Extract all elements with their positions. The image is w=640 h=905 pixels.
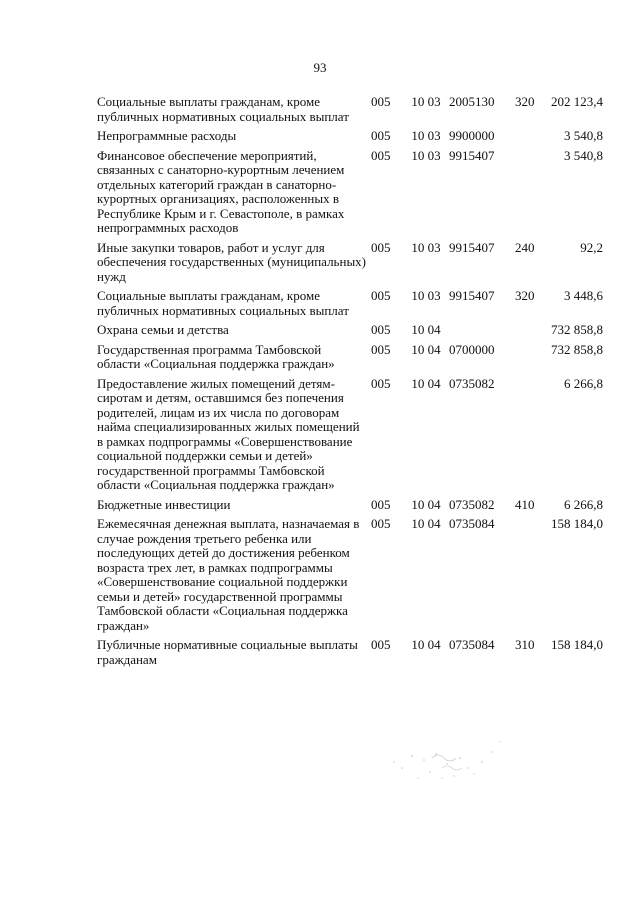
cell-section: 10 03 <box>411 288 441 303</box>
cell-name: Ежемесячная денежная выплата, назначаемая в случае рождения третьего ребенка или последующих детей до достижения ребенком возраста трех лет, в рамках подпрограммы «Совершенствование социальной поддержки семьи и детей» государственной программы Тамбовской области «Социальная поддержка граждан» <box>97 516 360 633</box>
budget-table <box>97 95 603 672</box>
cell-name: Иные закупки товаров, работ и услуг для обеспечения государственных (муниципальных) нужд <box>97 239 367 284</box>
cell-section: 10 04 <box>411 322 441 337</box>
cell-ministry: 005 <box>371 375 391 391</box>
table-row <box>97 95 603 129</box>
cell-name: Государственная программа Тамбовской области «Социальная поддержка граждан» <box>97 341 335 371</box>
cell-vr <box>515 129 549 149</box>
cell-vr <box>515 149 549 241</box>
cell-section: 10 04 <box>411 516 441 531</box>
cell-ministry: 005 <box>371 496 391 512</box>
cell-vr <box>515 343 549 377</box>
cell-target: 0735084 <box>449 637 495 652</box>
cell-ministry: 005 <box>371 94 391 109</box>
cell-name: Социальные выплаты гражданам, кроме публичных нормативных социальных выплат <box>97 288 349 318</box>
cell-sum: 3 448,6 <box>564 288 603 303</box>
cell-section: 10 04 <box>411 341 441 357</box>
cell-vr <box>515 323 549 343</box>
budget-table-body <box>97 95 603 672</box>
cell-sum: 6 266,8 <box>564 375 603 391</box>
cell-section: 10 04 <box>411 496 441 512</box>
table-row <box>97 241 603 290</box>
cell-sum: 732 858,8 <box>551 322 603 337</box>
cell-ministry: 005 <box>371 341 391 357</box>
cell-name: Охрана семьи и детства <box>97 322 229 337</box>
cell-section: 10 03 <box>411 239 441 255</box>
cell-vr <box>515 377 549 498</box>
cell-sum: 158 184,0 <box>551 637 603 652</box>
cell-sum: 732 858,8 <box>551 341 603 357</box>
cell-target: 9915407 <box>449 288 495 303</box>
cell-target: 9915407 <box>449 147 495 163</box>
cell-vr <box>515 517 549 638</box>
cell-name: Финансовое обеспечение мероприятий, связанных с санаторно-курортным лечением отдельных категорий граждан в санаторно-курортных организациях, расположенных в Республике Крым и г. Севастополе, в рамках непрограммных расходов <box>97 147 345 235</box>
cell-target: 0735082 <box>449 496 495 512</box>
cell-target: 9915407 <box>449 239 495 255</box>
cell-section: 10 03 <box>411 128 441 143</box>
cell-ministry: 005 <box>371 147 391 163</box>
table-row <box>97 377 603 498</box>
page-number: 93 <box>313 60 327 75</box>
table-row <box>97 323 603 343</box>
cell-ministry: 005 <box>371 128 391 143</box>
cell-vr: 240 <box>515 239 535 255</box>
cell-ministry: 005 <box>371 322 391 337</box>
cell-target: 9900000 <box>449 128 495 143</box>
table-row <box>97 517 603 638</box>
table-row <box>97 129 603 149</box>
table-row <box>97 498 603 518</box>
cell-sum: 3 540,8 <box>564 147 603 163</box>
cell-ministry: 005 <box>371 637 391 652</box>
cell-name: Публичные нормативные социальные выплаты гражданам <box>97 637 358 667</box>
cell-sum: 6 266,8 <box>564 496 603 512</box>
table-row <box>97 638 603 672</box>
cell-target: 2005130 <box>449 94 495 109</box>
cell-ministry: 005 <box>371 239 391 255</box>
table-row <box>97 149 603 241</box>
cell-vr: 320 <box>515 288 535 303</box>
cell-sum: 158 184,0 <box>551 516 603 531</box>
cell-section: 10 03 <box>411 94 441 109</box>
cell-sum: 202 123,4 <box>551 94 603 109</box>
cell-name: Непрограммные расходы <box>97 128 237 143</box>
cell-ministry: 005 <box>371 516 391 531</box>
cell-target <box>449 323 515 343</box>
cell-section: 10 04 <box>411 637 441 652</box>
cell-sum: 3 540,8 <box>564 128 603 143</box>
cell-target: 0735082 <box>449 375 495 391</box>
stamp-mark <box>372 738 522 786</box>
cell-name: Предоставление жилых помещений детям-сиротам и детям, оставшимся без попечения родителей, лицам из их числа по договорам найма специализированных жилых помещений в рамках подпрограммы «Совершенствование социальной поддержки семьи и детей» государственной программы Тамбовской области «Социальная поддержка граждан» <box>97 375 360 492</box>
cell-vr: 310 <box>515 637 535 652</box>
cell-name: Бюджетные инвестиции <box>97 496 231 512</box>
table-row <box>97 289 603 323</box>
cell-target: 0700000 <box>449 341 495 357</box>
cell-section: 10 03 <box>411 147 441 163</box>
cell-section: 10 04 <box>411 375 441 391</box>
cell-name: Социальные выплаты гражданам, кроме публичных нормативных социальных выплат <box>97 94 349 124</box>
cell-target: 0735084 <box>449 516 495 531</box>
cell-vr: 410 <box>515 496 535 512</box>
cell-vr: 320 <box>515 94 535 109</box>
cell-sum: 92,2 <box>580 239 603 255</box>
table-row <box>97 343 603 377</box>
cell-ministry: 005 <box>371 288 391 303</box>
